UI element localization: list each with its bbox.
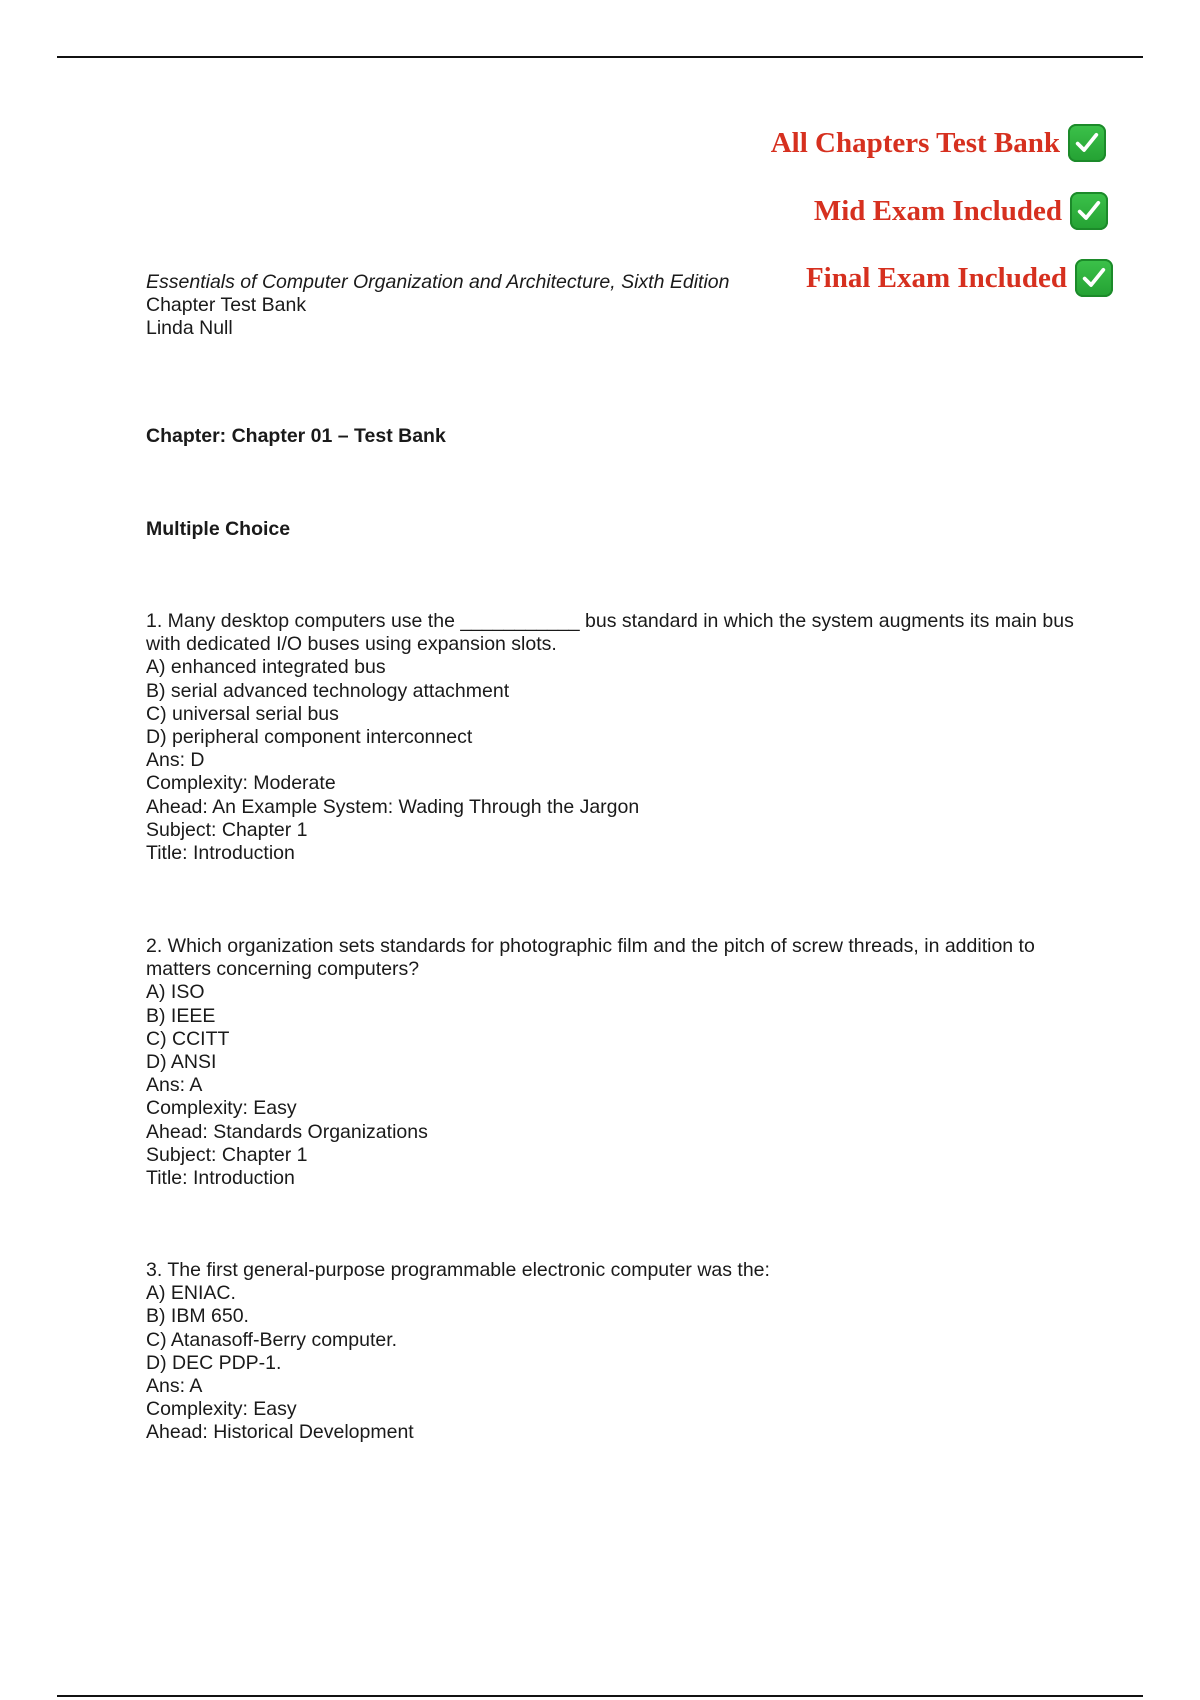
option-d: D) DEC PDP-1. [146,1351,282,1374]
answer: Ans: A [146,1375,203,1398]
option-a: A) ENIAC. [146,1282,236,1305]
top-rule [57,56,1143,58]
option-d: D) peripheral component interconnect [146,726,473,749]
question-2 [146,935,1086,1190]
option-b: B) IEEE [146,1004,216,1027]
ahead: Ahead: Historical Development [146,1421,414,1444]
subject: Subject: Chapter 1 [146,818,308,841]
title: Title: Introduction [146,842,295,865]
book-author: Linda Null [146,317,233,340]
option-a: A) ISO [146,981,205,1004]
question-1 [146,610,1086,865]
book-title: Essentials of Computer Organization and Architecture, Sixth Edition [146,271,730,293]
option-c: C) CCITT [146,1027,230,1050]
option-b: B) serial advanced technology attachment [146,679,510,702]
answer: Ans: D [146,749,205,772]
option-c: C) universal serial bus [146,702,339,725]
chapter-heading: Chapter: Chapter 01 – Test Bank [146,425,446,447]
option-b: B) IBM 650. [146,1305,249,1328]
complexity: Complexity: Easy [146,1398,297,1421]
complexity: Complexity: Moderate [146,772,336,795]
ahead: Ahead: Standards Organizations [146,1120,428,1143]
option-a: A) enhanced integrated bus [146,656,386,679]
question-stem: 1. Many desktop computers use the ___________ bus standard in which the system augments its main bus with dedicated I/O buses using expansion slots. [146,610,1074,656]
option-c: C) Atanasoff-Berry computer. [146,1328,398,1351]
book-info [146,271,730,341]
banner-text: All Chapters Test Bank [770,126,1060,159]
white-check-mark-icon [1075,259,1113,297]
answer: Ans: A [146,1074,203,1097]
complexity: Complexity: Easy [146,1097,297,1120]
option-d: D) ANSI [146,1051,217,1074]
banner-text: Mid Exam Included [813,194,1062,227]
subject: Subject: Chapter 1 [146,1143,308,1166]
question-stem: 2. Which organization sets standards for photographic film and the pitch of screw threads, in addition to matters concerning computers? [146,935,1035,981]
banner-text: Final Exam Included [805,261,1067,294]
section-heading: Multiple Choice [146,518,291,540]
question-stem: 3. The first general-purpose programmable electronic computer was the: [146,1259,770,1281]
ahead: Ahead: An Example System: Wading Through the Jargon [146,795,640,818]
question-3 [146,1259,1086,1445]
title: Title: Introduction [146,1167,295,1190]
banner-final-exam [806,259,1113,297]
bottom-rule [57,1695,1143,1697]
white-check-mark-icon [1070,192,1108,230]
white-check-mark-icon [1068,124,1106,162]
book-subtitle: Chapter Test Bank [146,294,307,317]
banner-mid-exam [814,192,1108,230]
banner-all-chapters [771,124,1106,162]
